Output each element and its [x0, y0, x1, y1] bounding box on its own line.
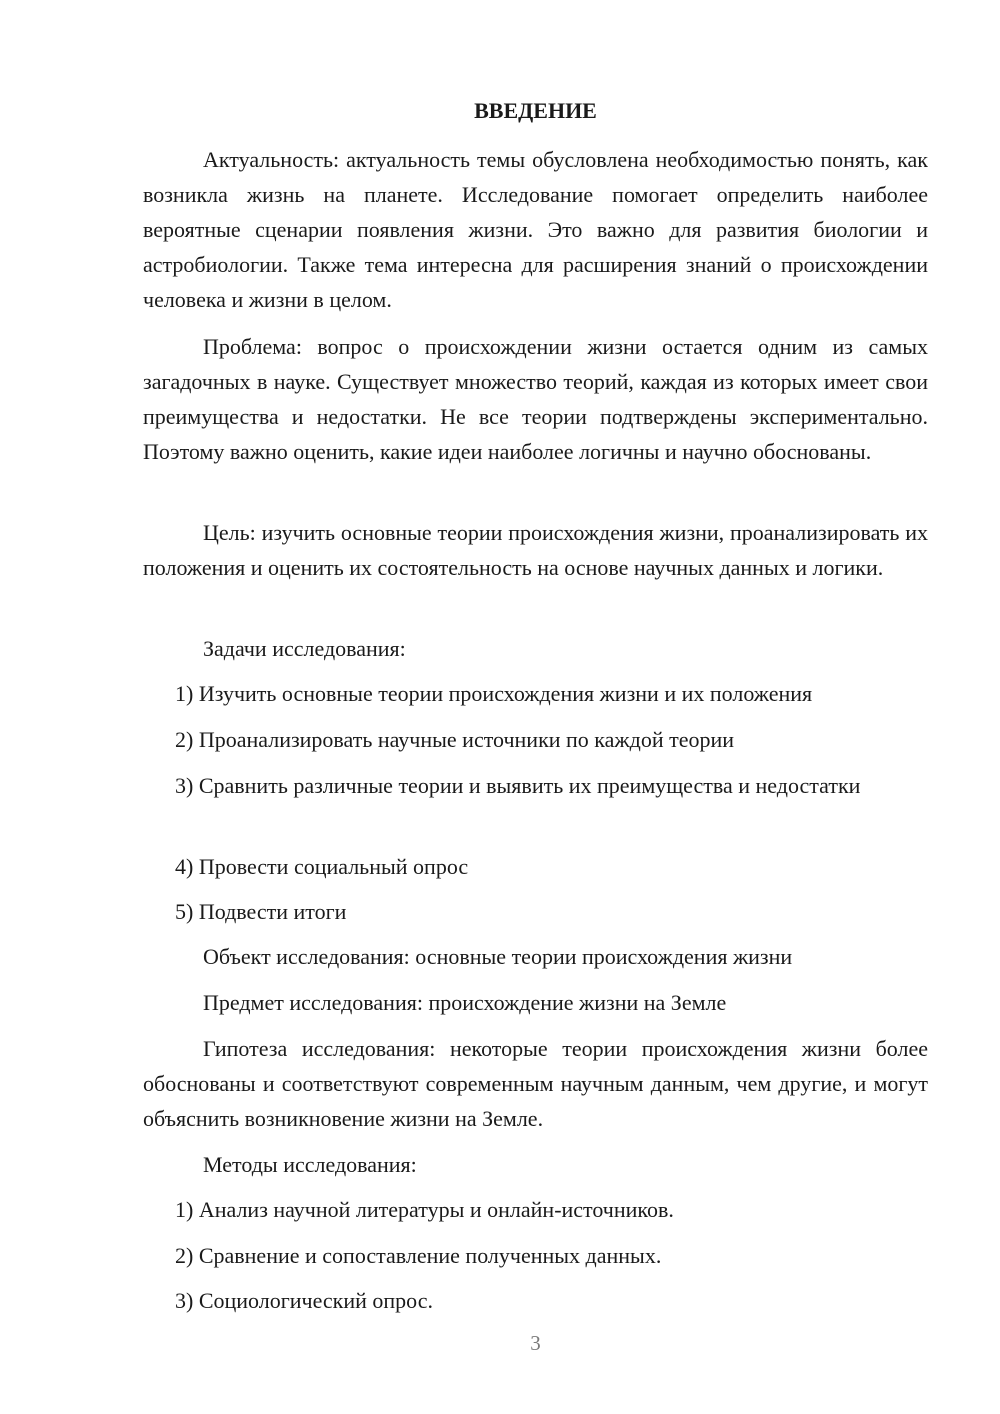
method-item-3: 3) Социологический опрос.	[175, 1288, 433, 1313]
methods-heading: Методы исследования:	[203, 1152, 417, 1177]
task-item-1: 1) Изучить основные теории происхождения жизни и их положения	[175, 681, 813, 706]
task-item-5: 5) Подвести итоги	[175, 899, 347, 924]
page-title: ВВЕДЕНИЕ	[474, 98, 597, 123]
method-item-2: 2) Сравнение и сопоставление полученных данных.	[175, 1243, 662, 1268]
problem-paragraph: Проблема: вопрос о происхождении жизни остается одним из самых загадочных в науке. Существует множество теорий, каждая из которых имеет свои преимущества и недостатки. Не все теории подтверждены экспериментально. Поэтому важно оценить, какие идеи наиболее логичны и научно обоснованы.	[143, 334, 928, 464]
subject-paragraph: Предмет исследования: происхождение жизни на Земле	[203, 990, 727, 1015]
task-item-3: 3) Сравнить различные теории и выявить их преимущества и недостатки	[175, 773, 861, 798]
page-number: 3	[530, 1331, 541, 1355]
tasks-heading: Задачи исследования:	[203, 636, 406, 661]
object-paragraph: Объект исследования: основные теории происхождения жизни	[203, 944, 793, 969]
method-item-1: 1) Анализ научной литературы и онлайн-источников.	[175, 1197, 674, 1222]
task-item-4: 4) Провести социальный опрос	[175, 854, 469, 879]
relevance-paragraph: Актуальность: актуальность темы обусловлена необходимостью понять, как возникла жизнь на планете. Исследование помогает определить наиболее вероятные сценарии появления жизни. Это важно для развития биологии и астробиологии. Также тема интересна для расширения знаний о происхождении человека и жизни в целом.	[143, 147, 928, 312]
hypothesis-paragraph: Гипотеза исследования: некоторые теории происхождения жизни более обоснованы и соответствуют современным научным данным, чем другие, и могут объяснить возникновение жизни на Земле.	[143, 1036, 928, 1131]
task-item-2: 2) Проанализировать научные источники по каждой теории	[175, 727, 735, 752]
goal-paragraph: Цель: изучить основные теории происхождения жизни, проанализировать их положения и оценить их состоятельность на основе научных данных и логики.	[143, 520, 928, 580]
document-page	[143, 0, 928, 1414]
